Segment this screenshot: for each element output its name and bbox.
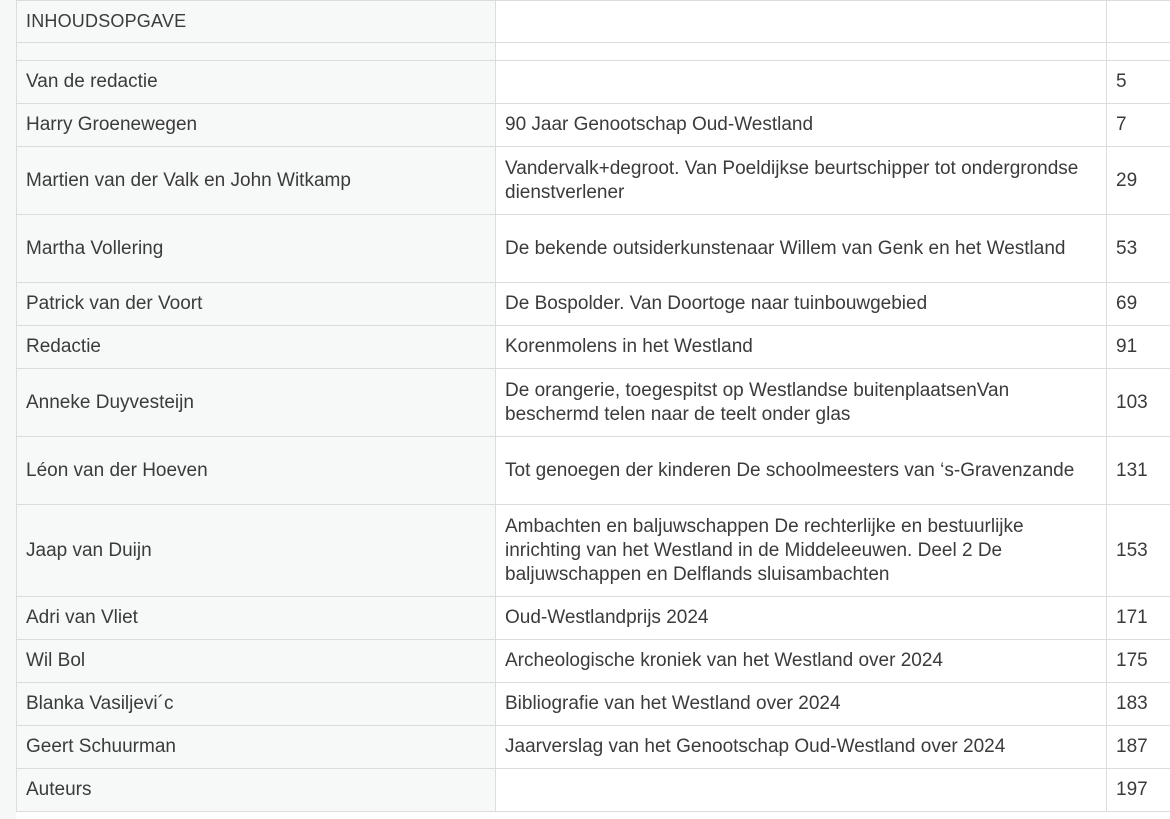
author-cell: Blanka Vasiljevi´c — [17, 683, 496, 726]
title-cell: De bekende outsiderkunstenaar Willem van Genk en het Westland — [496, 215, 1107, 283]
title-cell: Vandervalk+degroot. Van Poeldijkse beurtschipper tot ondergrondse dienstverlener — [496, 147, 1107, 215]
title-cell — [496, 769, 1107, 812]
page-number-cell: 187 — [1107, 726, 1170, 769]
author-cell: Redactie — [17, 326, 496, 369]
page-number-cell: 29 — [1107, 147, 1170, 215]
page-number-cell: 53 — [1107, 215, 1170, 283]
author-cell: Patrick van der Voort — [17, 283, 496, 326]
author-cell: Auteurs — [17, 769, 496, 812]
page-number-cell: 91 — [1107, 326, 1170, 369]
title-cell: Jaarverslag van het Genootschap Oud-Westland over 2024 — [496, 726, 1107, 769]
title-cell: Oud-Westlandprijs 2024 — [496, 597, 1107, 640]
page-number-cell: 7 — [1107, 104, 1170, 147]
author-cell: Anneke Duyvesteijn — [17, 369, 496, 437]
table-row — [17, 437, 1170, 505]
title-cell: Archeologische kroniek van het Westland over 2024 — [496, 640, 1107, 683]
table-row — [17, 147, 1170, 215]
title-cell: Ambachten en baljuwschappen De rechterlijke en bestuurlijke inrichting van het Westland in de Middeleeuwen. Deel 2 De baljuwschappen en Delflands sluisambachten — [496, 505, 1107, 597]
heading-title-cell — [496, 1, 1107, 43]
table-row — [17, 369, 1170, 437]
spacer-page-cell — [1107, 43, 1170, 61]
author-cell: Wil Bol — [17, 640, 496, 683]
page-number-cell: 197 — [1107, 769, 1170, 812]
author-cell: Harry Groenewegen — [17, 104, 496, 147]
author-cell: Adri van Vliet — [17, 597, 496, 640]
title-cell: De Bospolder. Van Doortoge naar tuinbouwgebied — [496, 283, 1107, 326]
table-row — [17, 104, 1170, 147]
left-margin — [0, 0, 16, 819]
title-cell: Tot genoegen der kinderen De schoolmeesters van ‘s-Gravenzande — [496, 437, 1107, 505]
page-number-cell: 69 — [1107, 283, 1170, 326]
heading-page-cell — [1107, 1, 1170, 43]
spacer-row — [17, 43, 1170, 61]
heading-row — [17, 1, 1170, 43]
author-cell: Martha Vollering — [17, 215, 496, 283]
page-number-cell: 153 — [1107, 505, 1170, 597]
table-row — [17, 769, 1170, 812]
author-cell: Van de redactie — [17, 61, 496, 104]
author-cell: Léon van der Hoeven — [17, 437, 496, 505]
title-cell — [496, 61, 1107, 104]
table-row — [17, 61, 1170, 104]
table-row — [17, 505, 1170, 597]
table-row — [17, 640, 1170, 683]
table-row — [17, 683, 1170, 726]
spacer-author-cell — [17, 43, 496, 61]
table-of-contents — [16, 0, 1170, 812]
title-cell: 90 Jaar Genootschap Oud-Westland — [496, 104, 1107, 147]
table-row — [17, 215, 1170, 283]
page-number-cell: 171 — [1107, 597, 1170, 640]
title-cell: Korenmolens in het Westland — [496, 326, 1107, 369]
author-cell: Martien van der Valk en John Witkamp — [17, 147, 496, 215]
spacer-title-cell — [496, 43, 1107, 61]
page-number-cell: 175 — [1107, 640, 1170, 683]
page-number-cell: 5 — [1107, 61, 1170, 104]
table-row — [17, 283, 1170, 326]
title-cell: Bibliografie van het Westland over 2024 — [496, 683, 1107, 726]
author-cell: Jaap van Duijn — [17, 505, 496, 597]
table-row — [17, 597, 1170, 640]
table-row — [17, 726, 1170, 769]
author-cell: Geert Schuurman — [17, 726, 496, 769]
toc-heading: INHOUDSOPGAVE — [17, 1, 496, 43]
table-row — [17, 326, 1170, 369]
page-number-cell: 131 — [1107, 437, 1170, 505]
page-number-cell: 103 — [1107, 369, 1170, 437]
page-number-cell: 183 — [1107, 683, 1170, 726]
title-cell: De orangerie, toegespitst op Westlandse buitenplaatsenVan beschermd telen naar de teelt onder glas — [496, 369, 1107, 437]
